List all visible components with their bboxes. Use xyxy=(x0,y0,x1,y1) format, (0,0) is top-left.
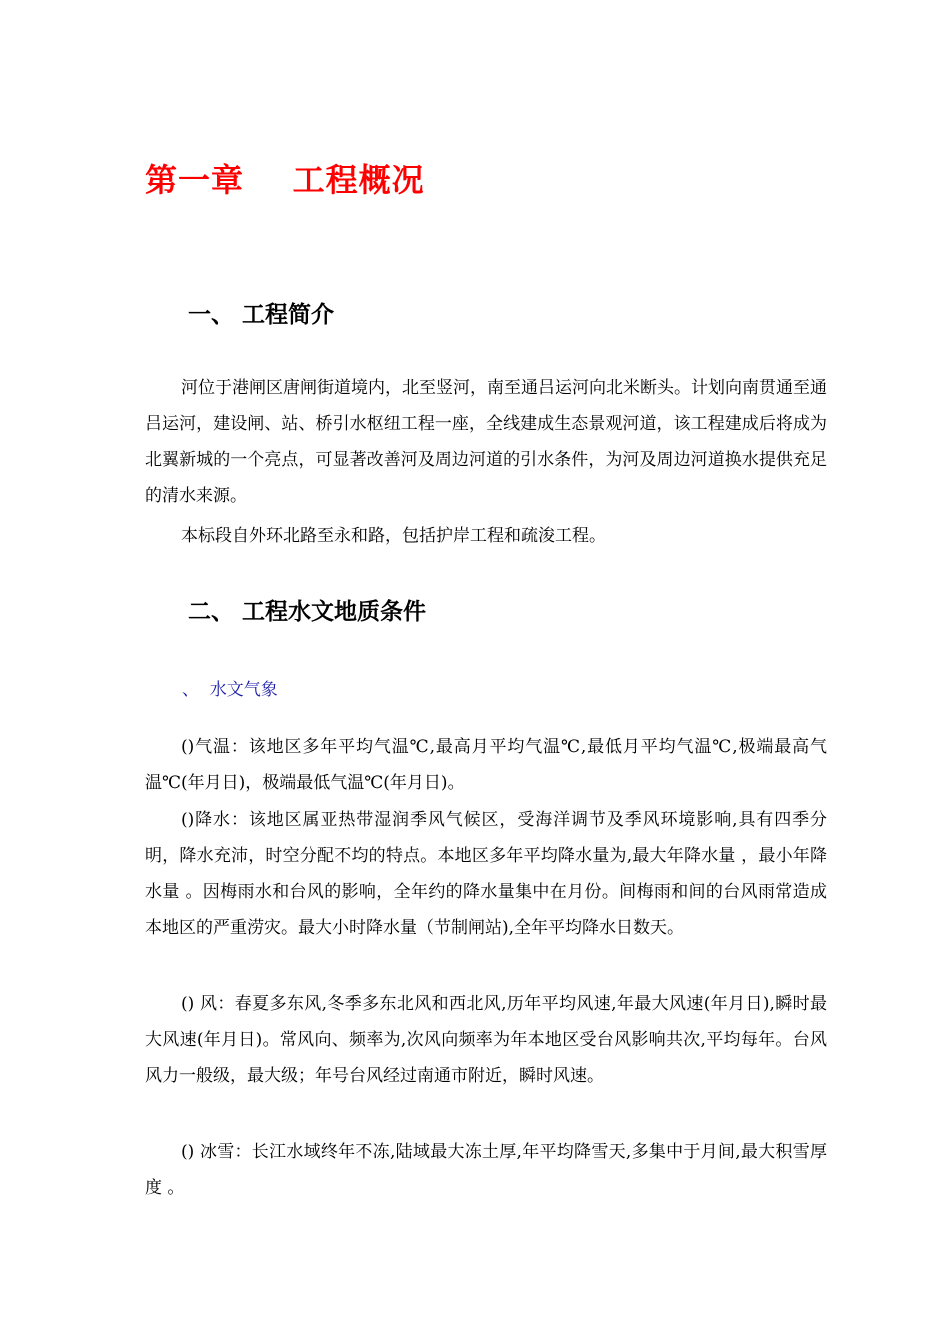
paragraph-intro-2: 本标段自外环北路至永和路，包括护岸工程和疏浚工程。 xyxy=(181,526,606,546)
subheading-hydrometeorology: 、 水文气象 xyxy=(182,680,278,700)
paragraph-wind: () 风：春夏多东风,冬季多东北风和西北风,历年平均风速,年最大风速(年月日),瞬时最大风速(年月日)。常风向、频率为,次风向频率为年本地区受台风影响共次,平均每年。台风风力一般级，最大级；年号台风经过南通市附近，瞬时风速。 xyxy=(145,994,827,1086)
paragraph-intro-1: 河位于港闸区唐闸街道境内，北至竖河，南至通吕运河向北米断头。计划向南贯通至通吕运河，建设闸、站、桥引水枢纽工程一座，全线建成生态景观河道，该工程建成后将成为北翼新城的一个亮点，可显著改善河及周边河道的引水条件，为河及周边河道换水提供充足的清水来源。 xyxy=(145,378,827,506)
section-heading-hydrogeology: 二、 工程水文地质条件 xyxy=(188,599,427,625)
section-heading-intro: 一、 工程简介 xyxy=(188,302,335,328)
paragraph-ice-snow: () 冰雪：长江水域终年不冻,陆域最大冻土厚,年平均降雪天,多集中于月间,最大积雪厚度 。 xyxy=(145,1142,827,1198)
paragraph-temperature: ()气温：该地区多年平均气温℃,最高月平均气温℃,最低月平均气温℃,极端最高气温℃(年月日)，极端最低气温℃(年月日)。 xyxy=(145,737,827,793)
chapter-title: 第一章 工程概况 xyxy=(145,161,425,199)
paragraph-precipitation: ()降水：该地区属亚热带湿润季风气候区，受海洋调节及季风环境影响,具有四季分明，降水充沛，时空分配不均的特点。本地区多年平均降水量为,最大年降水量 ，最小年降水量 。因梅雨水和台风的影响，全年约的降水量集中在月份。间梅雨和间的台风雨常造成本地区的严重涝灾。最大小时降水量（节制闸站),全年平均降水日数天。 xyxy=(145,810,827,938)
